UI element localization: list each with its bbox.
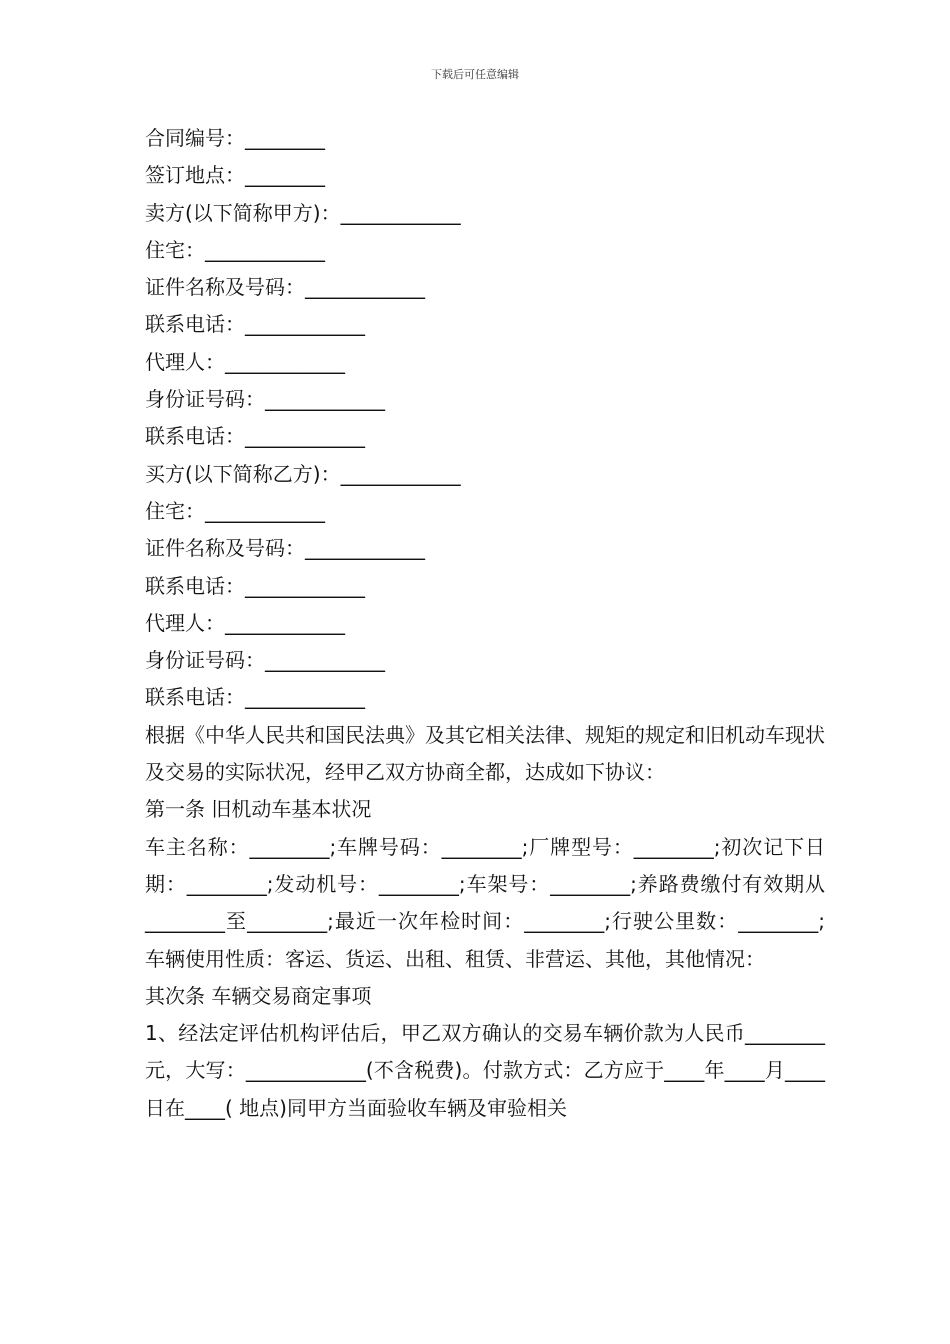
contract-document	[145, 120, 825, 1127]
field-buyer-agent-id: 身份证号码：____________	[145, 648, 385, 673]
intro-paragraph: 根据《中华人民共和国民法典》及其它相关法律、规矩的规定和旧机动车现状及交易的实际状况，经甲乙双方协商全都，达成如下协议：	[145, 722, 825, 785]
field-buyer-address: 住宅：____________	[145, 498, 325, 523]
article-1-title: 第一条 旧机动车基本状况	[145, 797, 372, 822]
field-seller-agent: 代理人：____________	[145, 349, 345, 374]
page-header: 下载后可任意编辑	[431, 68, 519, 81]
field-seller-phone: 联系电话：____________	[145, 312, 365, 337]
article-1-paragraph: 车主名称：________;车牌号码：________;厂牌型号：________;初次记下日期：________;发动机号：________;车架号：________;养路费缴付有效期从________至________;最近一次年检时间：________;行驶公里数：________;车辆使用性质：客运、货运、出租、租赁、非营运、其他，其他情况：	[145, 834, 825, 971]
field-seller-agent-phone: 联系电话：____________	[145, 424, 365, 449]
field-signing-place: 签订地点：________	[145, 163, 325, 188]
field-seller-agent-id: 身份证号码：____________	[145, 387, 385, 412]
field-buyer-agent: 代理人：____________	[145, 610, 345, 635]
field-contract-number: 合同编号：________	[145, 126, 325, 150]
field-buyer: 买方(以下简称乙方)：____________	[145, 461, 461, 486]
article-2-title: 其次条 车辆交易商定事项	[145, 983, 372, 1008]
field-seller-address: 住宅：____________	[145, 237, 325, 262]
field-seller: 卖方(以下简称甲方)：____________	[145, 200, 461, 225]
field-buyer-id: 证件名称及号码：____________	[145, 536, 425, 561]
field-buyer-phone: 联系电话：____________	[145, 573, 365, 598]
article-2-paragraph: 1、经法定评估机构评估后，甲乙双方确认的交易车辆价款为人民币________元，大写：____________(不含税费)。付款方式：乙方应于____年____月____日在____( 地点)同甲方当面验收车辆及审验相关	[145, 1021, 825, 1120]
field-seller-id: 证件名称及号码：____________	[145, 275, 425, 300]
field-buyer-agent-phone: 联系电话：____________	[145, 685, 365, 710]
